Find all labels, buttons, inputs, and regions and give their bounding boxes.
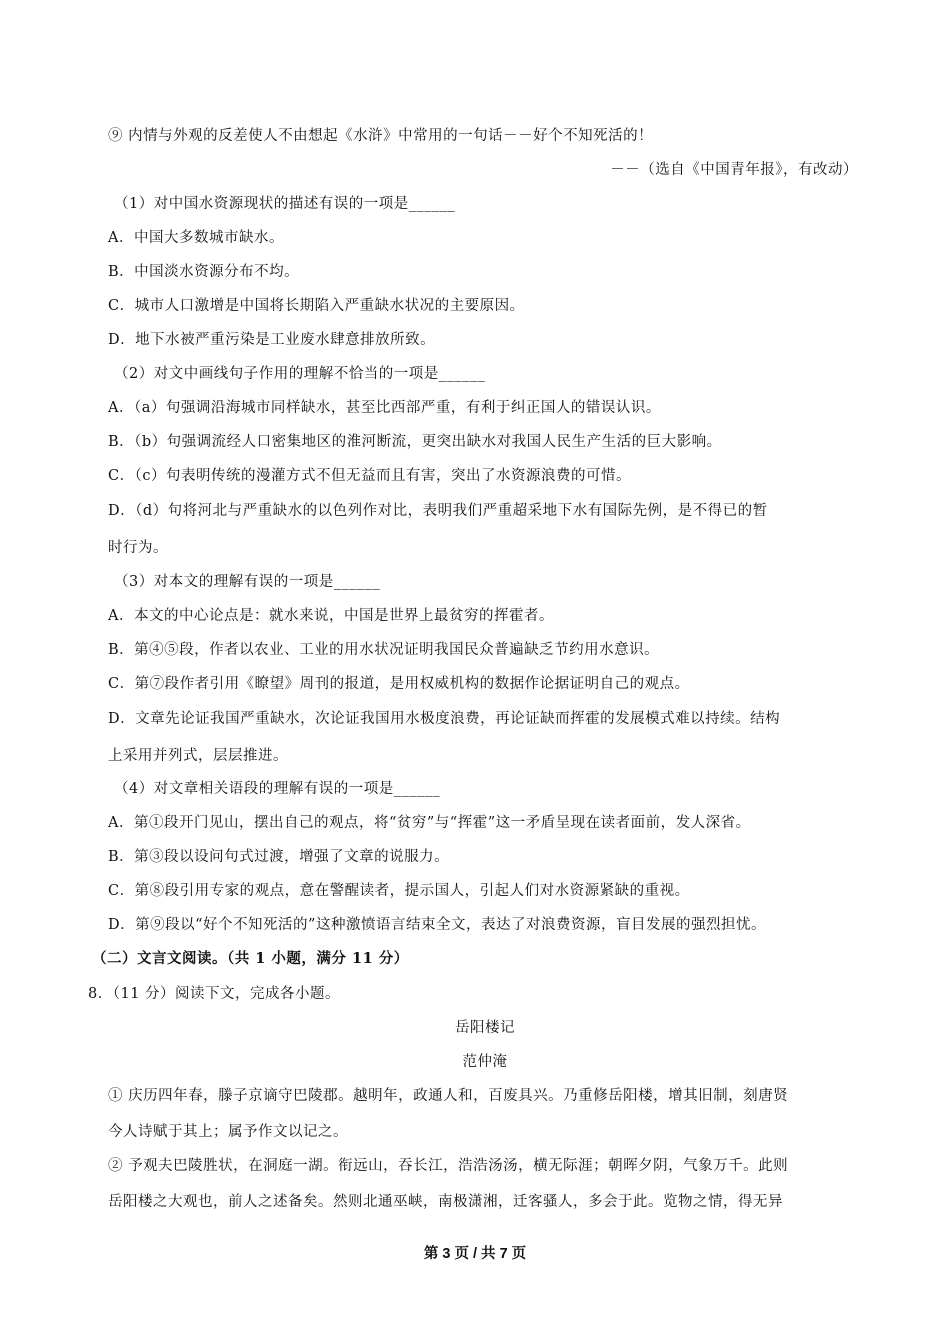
passage-source: －－（选自《中国青年报》，有改动）	[610, 162, 858, 178]
question-4-stem: （4）对文章相关语段的理解有误的一项是______	[114, 781, 441, 797]
essay-title: 岳阳楼记	[455, 1020, 515, 1036]
essay-author: 范仲淹	[462, 1054, 508, 1070]
question-4-option-c: C．第⑧段引用专家的观点，意在警醒读者，提示国人，引起人们对水资源紧缺的重视。	[108, 883, 690, 899]
question-2-option-c: C．（c）句表明传统的漫灌方式不但无益而且有害，突出了水资源浪费的可惜。	[108, 468, 631, 484]
question-2-option-d: D．（d）句将河北与严重缺水的以色列作对比，表明我们严重超采地下水有国际先例，是不得已的暂	[108, 503, 768, 519]
question-1-option-a: A．中国大多数城市缺水。	[108, 230, 284, 246]
question-2-option-a: A．（a）句强调沿海城市同样缺水，甚至比西部严重，有利于纠正国人的错误认识。	[108, 400, 661, 416]
essay-line-2: 今人诗赋于其上；属予作文以记之。	[108, 1124, 348, 1140]
question-2-option-d-cont: 时行为。	[108, 540, 168, 556]
question-3-option-c: C．第⑦段作者引用《瞭望》周刊的报道，是用权威机构的数据作论据证明自己的观点。	[108, 676, 690, 692]
question-3-option-b: B．第④⑤段，作者以农业、工业的用水状况证明我国民众普遍缺乏节约用水意识。	[108, 642, 660, 658]
question-1-option-d: D．地下水被严重污染是工业废水肆意排放所致。	[108, 332, 436, 348]
question-3-option-a: A．本文的中心论点是：就水来说，中国是世界上最贫穷的挥霍者。	[108, 608, 554, 624]
question-1-stem: （1）对中国水资源现状的描述有误的一项是______	[114, 196, 456, 212]
question-1-option-c: C．城市人口激增是中国将长期陷入严重缺水状况的主要原因。	[108, 298, 525, 314]
question-2-option-b: B．（b）句强调流经人口密集地区的淮河断流，更突出缺水对我国人民生产生活的巨大影响。	[108, 434, 722, 450]
page-footer: 第 3 页 / 共 7 页	[423, 1246, 527, 1262]
essay-line-3: ② 予观夫巴陵胜状，在洞庭一湖。衔远山，吞长江，浩浩汤汤，横无际涯；朝晖夕阴，气象万千。此则	[108, 1158, 789, 1174]
section-2-heading: （二）文言文阅读。（共 1 小题，满分 11 分）	[92, 950, 409, 967]
question-2-stem: （2）对文中画线句子作用的理解不恰当的一项是______	[114, 366, 486, 382]
question-3-stem: （3）对本文的理解有误的一项是______	[114, 574, 381, 590]
question-4-option-a: A．第①段开门见山，摆出自己的观点，将“贫穷”与“挥霍”这一矛盾呈现在读者面前，发人深省。	[108, 815, 751, 831]
question-1-option-b: B．中国淡水资源分布不均。	[108, 264, 300, 280]
question-3-option-d-cont: 上采用并列式，层层推进。	[108, 748, 288, 764]
essay-line-4: 岳阳楼之大观也，前人之述备矣。然则北通巫峡，南极潇湘，迁客骚人，多会于此。览物之情，得无异	[108, 1194, 783, 1210]
question-3-option-d: D．文章先论证我国严重缺水，次论证我国用水极度浪费，再论证缺而挥霍的发展模式难以持续。结构	[108, 711, 781, 727]
essay-line-1: ① 庆历四年春，滕子京谪守巴陵郡。越明年，政通人和，百废具兴。乃重修岳阳楼，增其旧制，刻唐贤	[108, 1088, 789, 1104]
question-4-option-b: B．第③段以设问句式过渡，增强了文章的说服力。	[108, 849, 450, 865]
question-4-option-d: D．第⑨段以“好个不知死活的”这种激愤语言结束全文，表达了对浪费资源，盲目发展的强烈担忧。	[108, 917, 766, 933]
question-8-stem: 8．（11 分）阅读下文，完成各小题。	[88, 986, 341, 1002]
passage-paragraph-9: ⑨ 内情与外观的反差使人不由想起《水浒》中常用的一句话－－好个不知死活的！	[108, 128, 654, 144]
